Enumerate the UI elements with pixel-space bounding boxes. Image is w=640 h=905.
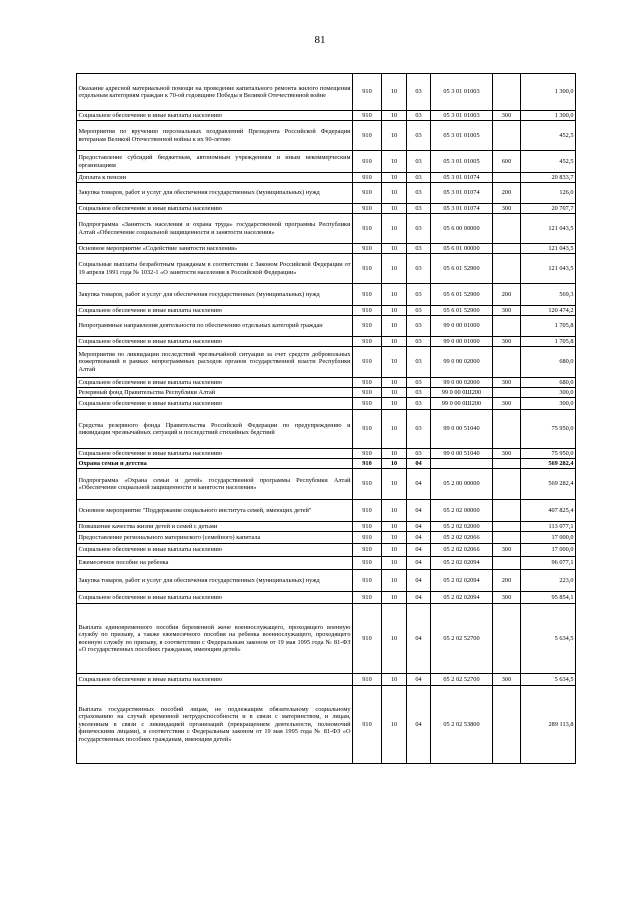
target-article-cell: 05 2 02 02000 — [431, 522, 493, 532]
table-row — [77, 570, 576, 592]
table-row — [77, 74, 576, 111]
expense-type-cell — [493, 214, 521, 244]
expense-type-cell: 300 — [493, 111, 521, 121]
grbs-code-cell: 910 — [353, 469, 382, 500]
table-row — [77, 378, 576, 388]
amount-cell: 5 634,5 — [521, 674, 576, 686]
subsection-code-cell: 03 — [407, 111, 431, 121]
expense-type-cell — [493, 121, 521, 151]
amount-cell: 5 634,5 — [521, 604, 576, 674]
grbs-code-cell: 910 — [353, 74, 382, 111]
table-row — [77, 173, 576, 183]
table-row — [77, 121, 576, 151]
grbs-code-cell: 910 — [353, 532, 382, 544]
target-article-cell: 05 2 02 02094 — [431, 592, 493, 604]
amount-cell: 95 854,1 — [521, 592, 576, 604]
row-name-cell: Социальное обеспечение и иные выплаты населению — [77, 398, 353, 410]
subsection-code-cell: 03 — [407, 204, 431, 214]
expense-type-cell: 200 — [493, 183, 521, 204]
row-name-cell: Основное мероприятие «Содействие занятости населения» — [77, 244, 353, 254]
table-row — [77, 532, 576, 544]
section-code-cell: 10 — [382, 284, 407, 306]
grbs-code-cell: 910 — [353, 306, 382, 316]
expense-type-cell: 200 — [493, 570, 521, 592]
target-article-cell: 05 3 01 01003 — [431, 111, 493, 121]
table-row — [77, 388, 576, 398]
section-code-cell: 10 — [382, 74, 407, 111]
expense-type-cell: 600 — [493, 151, 521, 173]
expense-type-cell — [493, 347, 521, 378]
subsection-code-cell: 03 — [407, 410, 431, 449]
section-code-cell: 10 — [382, 674, 407, 686]
row-name-cell: Социальное обеспечение и иные выплаты населению — [77, 306, 353, 316]
expense-type-cell — [493, 557, 521, 570]
amount-cell: 300,0 — [521, 398, 576, 410]
table-row — [77, 459, 576, 469]
row-name-cell: Выплата единовременного пособия беременной жене военнослужащего, проходящего военную службу по призыву, а также ежемесячного пособия на ребенка военнослужащего, проходящего военную службу по призыву, в соответствии с Федеральным законом от 19 мая 1995 года № 81-ФЗ «О государственных пособиях гражданам, имеющим детей» — [77, 604, 353, 674]
row-name-cell: Предоставление регионального материнского (семейного) капитала — [77, 532, 353, 544]
subsection-code-cell: 04 — [407, 674, 431, 686]
expense-type-cell: 300 — [493, 592, 521, 604]
row-name-cell: Закупка товаров, работ и услуг для обеспечения государственных (муниципальных) нужд — [77, 284, 353, 306]
expense-type-cell — [493, 173, 521, 183]
amount-cell: 20 707,7 — [521, 204, 576, 214]
row-name-cell: Социальные выплаты безработным гражданам в соответствии с Законом Российской Федерации от 19 апреля 1991 года № 1032-1 «О занятости населения в Российской Федерации» — [77, 254, 353, 284]
grbs-code-cell: 910 — [353, 151, 382, 173]
section-code-cell: 10 — [382, 337, 407, 347]
target-article-cell: 05 2 02 02066 — [431, 532, 493, 544]
subsection-code-cell: 04 — [407, 532, 431, 544]
grbs-code-cell: 910 — [353, 398, 382, 410]
amount-cell: 680,0 — [521, 378, 576, 388]
amount-cell: 300,0 — [521, 388, 576, 398]
target-article-cell: 99 0 00 51040 — [431, 449, 493, 459]
section-code-cell: 10 — [382, 686, 407, 764]
grbs-code-cell: 910 — [353, 284, 382, 306]
amount-cell: 289 113,8 — [521, 686, 576, 764]
table-row — [77, 449, 576, 459]
amount-cell: 1 300,0 — [521, 111, 576, 121]
expense-type-cell — [493, 469, 521, 500]
expense-type-cell — [493, 244, 521, 254]
target-article-cell: 05 3 01 01005 — [431, 121, 493, 151]
target-article-cell: 05 2 00 00000 — [431, 469, 493, 500]
section-code-cell: 10 — [382, 254, 407, 284]
row-name-cell: Закупка товаров, работ и услуг для обеспечения государственных (муниципальных) нужд — [77, 183, 353, 204]
table-row — [77, 254, 576, 284]
row-name-cell: Оказание адресной материальной помощи на проведение капитального ремонта жилого помещения отдельным категориям граждан к 70-ой годовщине Победы в Великой Отечественной войне — [77, 74, 353, 111]
table-row — [77, 469, 576, 500]
grbs-code-cell: 910 — [353, 254, 382, 284]
expense-type-cell — [493, 604, 521, 674]
subsection-code-cell: 03 — [407, 378, 431, 388]
expense-type-cell: 300 — [493, 544, 521, 557]
subsection-code-cell: 03 — [407, 284, 431, 306]
grbs-code-cell: 910 — [353, 173, 382, 183]
section-code-cell: 10 — [382, 522, 407, 532]
subsection-code-cell: 03 — [407, 254, 431, 284]
table-row — [77, 544, 576, 557]
grbs-code-cell: 910 — [353, 459, 382, 469]
table-row — [77, 337, 576, 347]
target-article-cell: 05 2 02 02094 — [431, 557, 493, 570]
table-row — [77, 410, 576, 449]
subsection-code-cell: 03 — [407, 173, 431, 183]
section-code-cell: 10 — [382, 111, 407, 121]
amount-cell: 407 825,4 — [521, 500, 576, 522]
row-name-cell: Социальное обеспечение и иные выплаты населению — [77, 111, 353, 121]
row-name-cell: Социальное обеспечение и иные выплаты населению — [77, 592, 353, 604]
row-name-cell: Непрограммные направления деятельности по обеспечению отдельных категорий граждан — [77, 316, 353, 337]
amount-cell: 113 077,1 — [521, 522, 576, 532]
expense-type-cell: 300 — [493, 674, 521, 686]
section-code-cell: 10 — [382, 410, 407, 449]
amount-cell: 569,3 — [521, 284, 576, 306]
expense-type-cell: 300 — [493, 337, 521, 347]
amount-cell: 569 282,4 — [521, 459, 576, 469]
row-name-cell: Социальное обеспечение и иные выплаты населению — [77, 449, 353, 459]
amount-cell: 452,5 — [521, 121, 576, 151]
table-row — [77, 183, 576, 204]
section-code-cell: 10 — [382, 347, 407, 378]
subsection-code-cell: 03 — [407, 449, 431, 459]
section-code-cell: 10 — [382, 316, 407, 337]
grbs-code-cell: 910 — [353, 111, 382, 121]
section-code-cell: 10 — [382, 388, 407, 398]
expense-type-cell: 300 — [493, 449, 521, 459]
table-row — [77, 284, 576, 306]
section-code-cell: 10 — [382, 121, 407, 151]
expense-type-cell: 300 — [493, 378, 521, 388]
expense-type-cell — [493, 388, 521, 398]
row-name-cell: Закупка товаров, работ и услуг для обеспечения государственных (муниципальных) нужд — [77, 570, 353, 592]
row-name-cell: Предоставление субсидий бюджетным, автономным учреждениям и иным некоммерческим организациям — [77, 151, 353, 173]
amount-cell: 452,5 — [521, 151, 576, 173]
target-article-cell: 05 2 02 53800 — [431, 686, 493, 764]
row-name-cell: Мероприятия по ликвидации последствий чрезвычайной ситуации за счет средств добровольных пожертвований в рамках непрограммных расходов органов государственной власти Республики Алтай — [77, 347, 353, 378]
amount-cell: 121 043,5 — [521, 254, 576, 284]
target-article-cell: 99 0 00 02000 — [431, 347, 493, 378]
section-code-cell: 10 — [382, 173, 407, 183]
subsection-code-cell: 04 — [407, 469, 431, 500]
target-article-cell: 05 3 01 01074 — [431, 204, 493, 214]
row-name-cell: Социальное обеспечение и иные выплаты населению — [77, 674, 353, 686]
subsection-code-cell: 03 — [407, 316, 431, 337]
section-code-cell: 10 — [382, 244, 407, 254]
table-row — [77, 592, 576, 604]
section-code-cell: 10 — [382, 532, 407, 544]
table-row — [77, 557, 576, 570]
subsection-code-cell: 03 — [407, 398, 431, 410]
section-code-cell: 10 — [382, 544, 407, 557]
amount-cell: 75 950,0 — [521, 449, 576, 459]
subsection-code-cell: 04 — [407, 592, 431, 604]
amount-cell: 17 000,0 — [521, 532, 576, 544]
grbs-code-cell: 910 — [353, 244, 382, 254]
row-name-cell: Повышение качества жизни детей и семей с детьми — [77, 522, 353, 532]
row-name-cell: Подпрограмма «Занятость населения и охрана труда» государственной программы Республики Алтай «Обеспечение социальной защищенности и занятости населения» — [77, 214, 353, 244]
amount-cell: 223,0 — [521, 570, 576, 592]
target-article-cell: 05 2 02 02066 — [431, 544, 493, 557]
subsection-code-cell: 04 — [407, 500, 431, 522]
table-row — [77, 522, 576, 532]
expense-type-cell — [493, 500, 521, 522]
section-code-cell: 10 — [382, 151, 407, 173]
subsection-code-cell: 03 — [407, 347, 431, 378]
amount-cell: 126,0 — [521, 183, 576, 204]
section-code-cell: 10 — [382, 214, 407, 244]
row-name-cell: Средства резервного фонда Правительства Российской Федерации по предупреждению и ликвидации чрезвычайных ситуаций и последствий стихийных бедствий — [77, 410, 353, 449]
grbs-code-cell: 910 — [353, 388, 382, 398]
amount-cell: 569 282,4 — [521, 469, 576, 500]
table-row — [77, 500, 576, 522]
amount-cell: 17 000,0 — [521, 544, 576, 557]
amount-cell: 1 705,8 — [521, 337, 576, 347]
row-name-cell: Подпрограмма «Охрана семьи и детей» государственной программы Республики Алтай «Обеспечение социальной защищенности и занятости населения» — [77, 469, 353, 500]
table-row — [77, 398, 576, 410]
row-name-cell: Охрана семьи и детства — [77, 459, 353, 469]
grbs-code-cell: 910 — [353, 604, 382, 674]
expense-type-cell — [493, 532, 521, 544]
target-article-cell: 99 0 00 0Ш200 — [431, 398, 493, 410]
subsection-code-cell: 04 — [407, 522, 431, 532]
expense-type-cell: 300 — [493, 398, 521, 410]
row-name-cell: Социальное обеспечение и иные выплаты населению — [77, 337, 353, 347]
page-number: 81 — [314, 34, 326, 46]
row-name-cell: Резервный фонд Правительства Республики Алтай — [77, 388, 353, 398]
row-name-cell: Доплата к пенсии — [77, 173, 353, 183]
section-code-cell: 10 — [382, 306, 407, 316]
row-name-cell: Социальное обеспечение и иные выплаты населению — [77, 204, 353, 214]
table-row — [77, 316, 576, 337]
row-name-cell: Мероприятия по вручению персональных поздравлений Президента Российской Федерации ветеранам Великой Отечественной войны к их 90-летию — [77, 121, 353, 151]
subsection-code-cell: 03 — [407, 151, 431, 173]
row-name-cell: Ежемесячное пособие на ребенка — [77, 557, 353, 570]
grbs-code-cell: 910 — [353, 410, 382, 449]
target-article-cell: 99 0 00 01000 — [431, 337, 493, 347]
target-article-cell: 99 0 00 02000 — [431, 378, 493, 388]
section-code-cell: 10 — [382, 592, 407, 604]
subsection-code-cell: 03 — [407, 183, 431, 204]
expense-type-cell: 300 — [493, 306, 521, 316]
expense-type-cell — [493, 74, 521, 111]
target-article-cell: 05 2 02 02094 — [431, 570, 493, 592]
subsection-code-cell: 03 — [407, 306, 431, 316]
target-article-cell: 05 6 01 00000 — [431, 244, 493, 254]
grbs-code-cell: 910 — [353, 204, 382, 214]
table-row — [77, 306, 576, 316]
section-code-cell: 10 — [382, 183, 407, 204]
grbs-code-cell: 910 — [353, 674, 382, 686]
amount-cell: 121 043,5 — [521, 244, 576, 254]
subsection-code-cell: 03 — [407, 388, 431, 398]
target-article-cell: 05 2 02 52700 — [431, 604, 493, 674]
expense-type-cell — [493, 459, 521, 469]
subsection-code-cell: 04 — [407, 459, 431, 469]
grbs-code-cell: 910 — [353, 337, 382, 347]
table-row — [77, 214, 576, 244]
section-code-cell: 10 — [382, 469, 407, 500]
expense-type-cell: 200 — [493, 284, 521, 306]
subsection-code-cell: 04 — [407, 570, 431, 592]
section-code-cell: 10 — [382, 557, 407, 570]
grbs-code-cell: 910 — [353, 570, 382, 592]
section-code-cell: 10 — [382, 398, 407, 410]
amount-cell: 96 077,1 — [521, 557, 576, 570]
expense-type-cell: 300 — [493, 204, 521, 214]
section-code-cell: 10 — [382, 570, 407, 592]
row-name-cell: Основное мероприятие "Поддержание социального института семей, имеющих детей" — [77, 500, 353, 522]
amount-cell: 1 705,8 — [521, 316, 576, 337]
budget-table — [76, 73, 576, 764]
grbs-code-cell: 910 — [353, 557, 382, 570]
subsection-code-cell: 04 — [407, 604, 431, 674]
section-code-cell: 10 — [382, 604, 407, 674]
subsection-code-cell: 04 — [407, 686, 431, 764]
subsection-code-cell: 03 — [407, 121, 431, 151]
grbs-code-cell: 910 — [353, 183, 382, 204]
target-article-cell: 05 6 01 52900 — [431, 254, 493, 284]
subsection-code-cell: 03 — [407, 244, 431, 254]
section-code-cell: 10 — [382, 378, 407, 388]
target-article-cell: 05 3 01 01074 — [431, 173, 493, 183]
expense-type-cell — [493, 254, 521, 284]
subsection-code-cell: 03 — [407, 214, 431, 244]
grbs-code-cell: 910 — [353, 500, 382, 522]
target-article-cell: 99 0 00 01000 — [431, 316, 493, 337]
section-code-cell: 10 — [382, 449, 407, 459]
section-code-cell: 10 — [382, 459, 407, 469]
amount-cell: 121 043,5 — [521, 214, 576, 244]
target-article-cell: 05 6 00 00000 — [431, 214, 493, 244]
grbs-code-cell: 910 — [353, 686, 382, 764]
row-name-cell: Социальное обеспечение и иные выплаты населению — [77, 378, 353, 388]
subsection-code-cell: 04 — [407, 557, 431, 570]
target-article-cell: 99 0 00 0Ш200 — [431, 388, 493, 398]
target-article-cell: 05 2 02 52700 — [431, 674, 493, 686]
amount-cell: 75 950,0 — [521, 410, 576, 449]
grbs-code-cell: 910 — [353, 316, 382, 337]
table-row — [77, 151, 576, 173]
target-article-cell: 05 6 01 52900 — [431, 306, 493, 316]
section-code-cell: 10 — [382, 500, 407, 522]
target-article-cell — [431, 459, 493, 469]
grbs-code-cell: 910 — [353, 214, 382, 244]
grbs-code-cell: 910 — [353, 544, 382, 557]
grbs-code-cell: 910 — [353, 522, 382, 532]
table-row — [77, 686, 576, 764]
grbs-code-cell: 910 — [353, 592, 382, 604]
table-row — [77, 674, 576, 686]
table-row — [77, 111, 576, 121]
table-row — [77, 244, 576, 254]
expense-type-cell — [493, 316, 521, 337]
target-article-cell: 05 3 01 01074 — [431, 183, 493, 204]
amount-cell: 680,0 — [521, 347, 576, 378]
table-row — [77, 347, 576, 378]
expense-type-cell — [493, 522, 521, 532]
target-article-cell: 99 0 00 51040 — [431, 410, 493, 449]
grbs-code-cell: 910 — [353, 378, 382, 388]
grbs-code-cell: 910 — [353, 121, 382, 151]
table-row — [77, 604, 576, 674]
target-article-cell: 05 2 02 00000 — [431, 500, 493, 522]
grbs-code-cell: 910 — [353, 347, 382, 378]
table-row — [77, 204, 576, 214]
amount-cell: 1 300,0 — [521, 74, 576, 111]
grbs-code-cell: 910 — [353, 449, 382, 459]
subsection-code-cell: 04 — [407, 544, 431, 557]
target-article-cell: 05 6 01 52900 — [431, 284, 493, 306]
expense-type-cell — [493, 410, 521, 449]
target-article-cell: 05 3 01 01005 — [431, 151, 493, 173]
row-name-cell: Социальное обеспечение и иные выплаты населению — [77, 544, 353, 557]
subsection-code-cell: 03 — [407, 337, 431, 347]
expense-type-cell — [493, 686, 521, 764]
target-article-cell: 05 3 01 01003 — [431, 74, 493, 111]
amount-cell: 20 833,7 — [521, 173, 576, 183]
section-code-cell: 10 — [382, 204, 407, 214]
amount-cell: 120 474,2 — [521, 306, 576, 316]
subsection-code-cell: 03 — [407, 74, 431, 111]
row-name-cell: Выплата государственных пособий лицам, не подлежащим обязательному социальному страхованию на случай временной нетрудоспособности и в связи с материнством, и лицам, уволенным в связи с ликвидацией организаций (прекращением деятельности, полномочий физическими лицами), в соответствии с Федеральным законом от 19 мая 1995 года № 81-ФЗ «О государственных пособиях гражданам, имеющим детей» — [77, 686, 353, 764]
